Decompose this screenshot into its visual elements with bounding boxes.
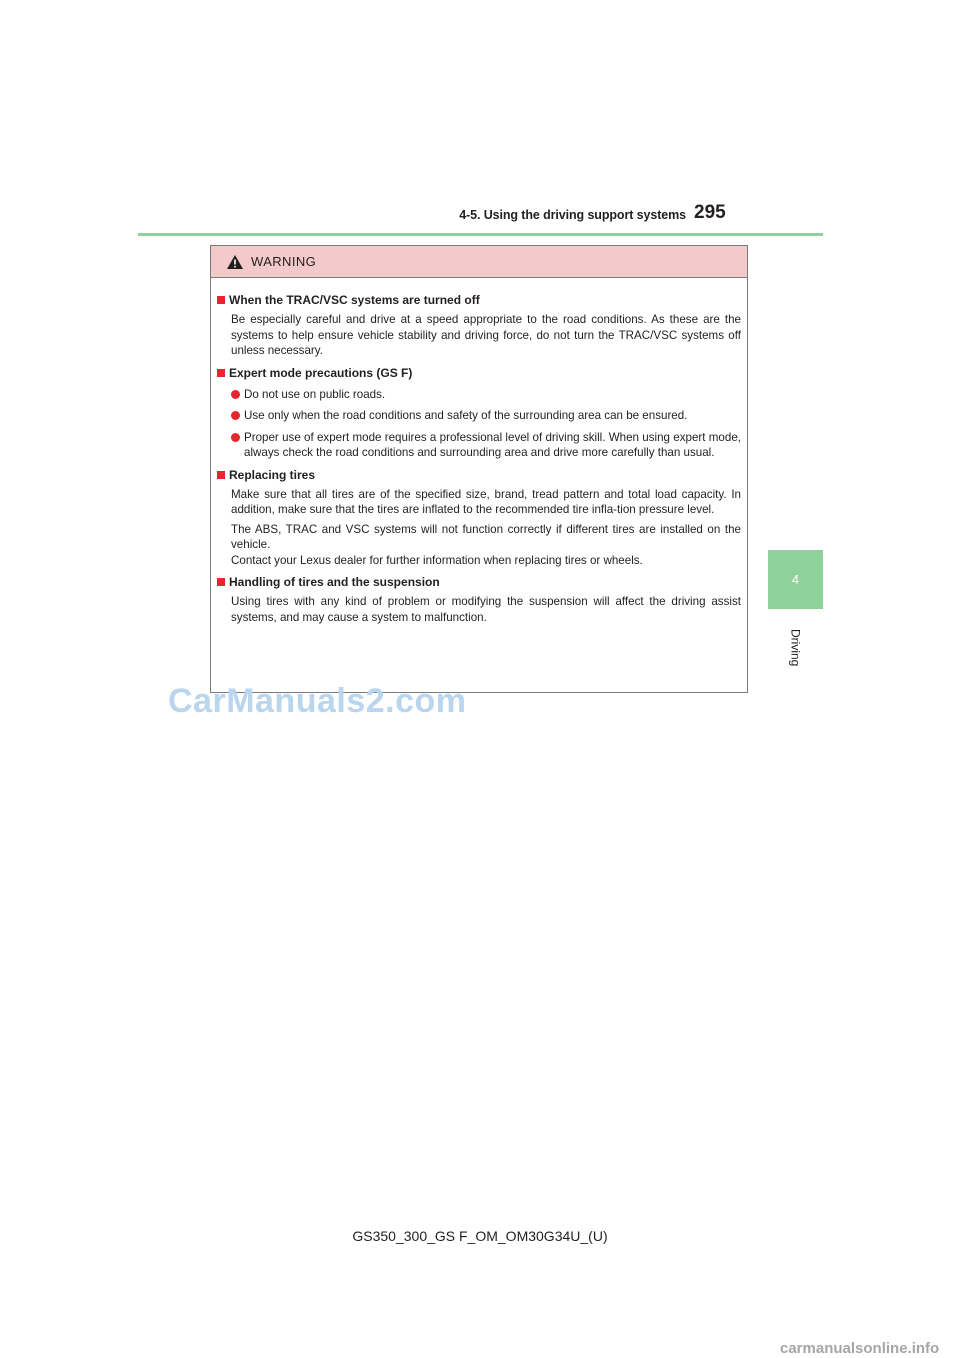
- section-heading: Expert mode precautions (GS F): [217, 365, 741, 381]
- section-header: 4-5. Using the driving support systems: [459, 208, 686, 222]
- warning-header: [211, 246, 747, 278]
- document-code: GS350_300_GS F_OM_OM30G34U_(U): [352, 1228, 608, 1244]
- square-bullet-icon: [217, 471, 225, 479]
- chapter-label: Driving: [788, 629, 803, 667]
- circle-bullet-icon: [231, 411, 240, 420]
- paragraph: Make sure that all tires are of the specified size, brand, tread pattern and total load capacity. In addition, make sure that the tires are inflated to the recommended tire infla-tion pressure level.: [231, 487, 741, 516]
- paragraph: Contact your Lexus dealer for further information when replacing tires or wheels.: [231, 553, 643, 567]
- watermark-logo: CarManuals2.com: [168, 682, 467, 720]
- page-number: 295: [694, 202, 726, 223]
- section-heading: Replacing tires: [217, 467, 741, 483]
- section-heading: Handling of tires and the suspension: [217, 574, 741, 590]
- list-item: Proper use of expert mode requires a professional level of driving skill. When using expert mode, always check the road conditions and surrounding area and drive more carefully than usual.: [231, 430, 741, 461]
- chapter-tab: [768, 550, 823, 609]
- paragraph: The ABS, TRAC and VSC systems will not function correctly if different tires are installed on the vehicle.: [231, 522, 741, 551]
- warning-title: WARNING: [251, 254, 317, 269]
- square-bullet-icon: [217, 296, 225, 304]
- section-heading: When the TRAC/VSC systems are turned off: [217, 292, 741, 308]
- square-bullet-icon: [217, 578, 225, 586]
- circle-bullet-icon: [231, 433, 240, 442]
- chapter-number: 4: [791, 572, 800, 587]
- warning-triangle-icon: [227, 255, 243, 269]
- warning-box: [210, 245, 748, 693]
- paragraph: Using tires with any kind of problem or modifying the suspension will affect the driving assist systems, and may cause a system to malfunction.: [231, 595, 741, 624]
- header-divider: [138, 233, 823, 236]
- warning-body: [211, 278, 747, 625]
- square-bullet-icon: [217, 369, 225, 377]
- circle-bullet-icon: [231, 390, 240, 399]
- list-item: Use only when the road conditions and safety of the surrounding area can be ensured.: [231, 408, 741, 424]
- site-watermark: carmanualsonline.info: [780, 1340, 940, 1357]
- paragraph: Be especially careful and drive at a speed appropriate to the road conditions. As these are the systems to help ensure vehicle stability and driving force, do not turn the TRAC/VSC systems off unless necessary.: [231, 313, 741, 357]
- list-item: Do not use on public roads.: [231, 387, 741, 403]
